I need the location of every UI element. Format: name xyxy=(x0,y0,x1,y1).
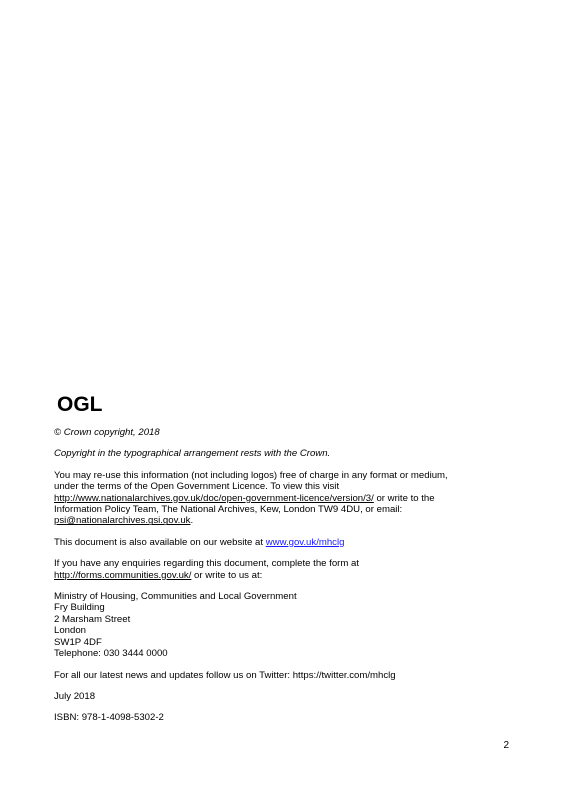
licence-line-2: under the terms of the Open Government Licence. To view this visit xyxy=(54,481,340,493)
address-line-3: 2 Marsham Street xyxy=(54,613,131,625)
address-block xyxy=(54,591,514,659)
forms-link[interactable]: http://forms.communities.gov.uk/ xyxy=(54,569,192,581)
address-line-5: SW1P 4DF xyxy=(54,636,102,648)
address-line-2: Fry Building xyxy=(54,602,105,614)
ogl-logo-text: OGL xyxy=(57,393,103,414)
website-text: This document is also available on our website at xyxy=(54,536,266,548)
copyright-line: © Crown copyright, 2018 xyxy=(54,427,160,438)
date-line: July 2018 xyxy=(54,690,96,702)
telephone-line: Telephone: 030 3444 0000 xyxy=(54,648,168,660)
imprint-content xyxy=(54,427,514,734)
arrangement-line: Copyright in the typographical arrangement rests with the Crown. xyxy=(54,448,331,460)
licence-link[interactable]: http://www.nationalarchives.gov.uk/doc/open-government-licence/version/3/ xyxy=(54,492,374,504)
website-paragraph xyxy=(54,537,514,548)
licence-line-1: You may re-use this information (not including logos) free of charge in any format or medium, xyxy=(54,469,448,481)
licence-line-4: Information Policy Team, The National Archives, Kew, London TW9 4DU, or email: xyxy=(54,504,403,516)
ogl-logo-icon xyxy=(57,392,107,414)
licence-after-link: or write to the xyxy=(373,492,435,504)
isbn-line: ISBN: 978-1-4098-5302-2 xyxy=(54,712,164,724)
email-after: . xyxy=(190,515,194,527)
website-link[interactable]: www.gov.uk/mhclg xyxy=(265,536,345,548)
enquiries-paragraph xyxy=(54,558,514,581)
licence-paragraph xyxy=(54,470,514,527)
enquiries-after-link: or write to us at: xyxy=(191,569,263,581)
twitter-line: For all our latest news and updates follow us on Twitter: https://twitter.com/mhclg xyxy=(54,669,396,681)
page-number: 2 xyxy=(503,740,509,751)
email-link[interactable]: psi@nationalarchives.gsi.gov.uk xyxy=(54,515,191,527)
enquiries-line-1: If you have any enquiries regarding this document, complete the form at xyxy=(54,558,360,570)
address-line-1: Ministry of Housing, Communities and Local Government xyxy=(54,591,297,603)
address-line-4: London xyxy=(54,625,87,637)
